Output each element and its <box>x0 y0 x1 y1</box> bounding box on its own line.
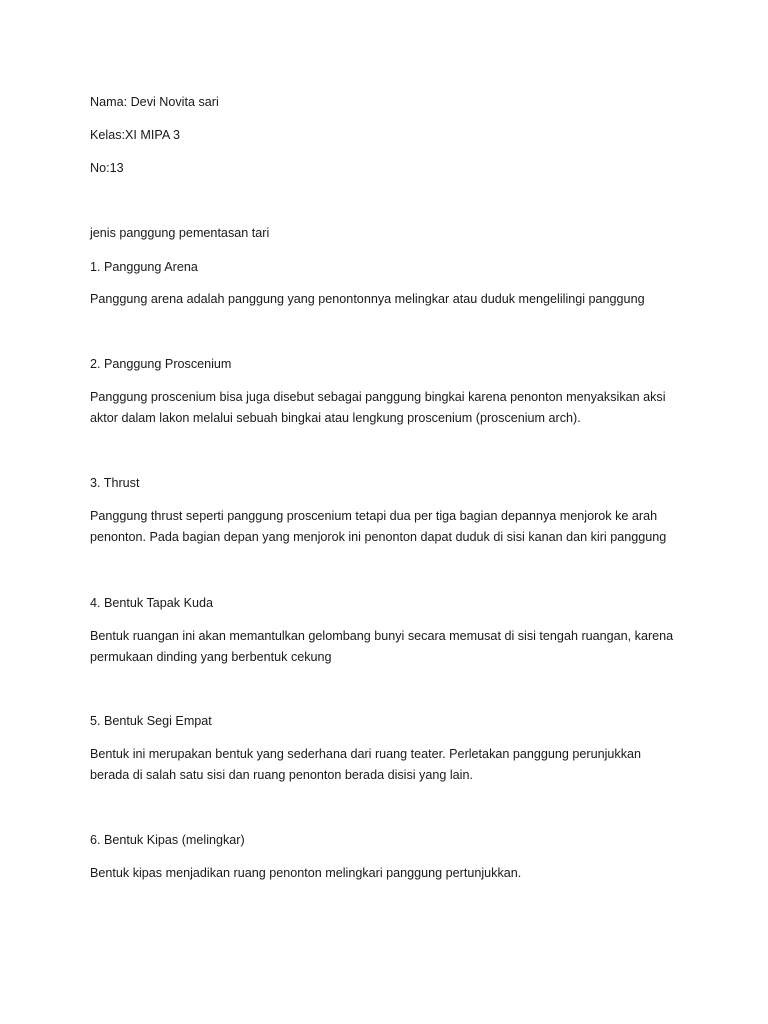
student-name: Nama: Devi Novita sari <box>90 95 219 109</box>
section-text: permukaan dinding yang berbentuk cekung <box>90 650 332 664</box>
section-text: Bentuk ruangan ini akan memantulkan gelombang bunyi secara memusat di sisi tengah ruangan, karena <box>90 629 674 643</box>
section-text: Panggung thrust seperti panggung proscenium tetapi dua per tiga bagian depannya menjorok ke arah <box>90 509 658 523</box>
section-text: penonton. Pada bagian depan yang menjorok ini penonton dapat duduk di sisi kanan dan kiri panggung <box>90 530 667 544</box>
section-text: Bentuk kipas menjadikan ruang penonton melingkari panggung pertunjukkan. <box>90 866 522 880</box>
section-text: aktor dalam lakon melalui sebuah bingkai atau lengkung proscenium (proscenium arch). <box>90 411 581 425</box>
section-heading: 5. Bentuk Segi Empat <box>90 714 212 728</box>
student-number: No:13 <box>90 161 124 175</box>
section-heading: 2. Panggung Proscenium <box>90 357 232 371</box>
section-heading: 3. Thrust <box>90 476 140 490</box>
section-heading: 6. Bentuk Kipas (melingkar) <box>90 833 245 847</box>
student-class: Kelas:XI MIPA 3 <box>90 128 181 142</box>
section-text: Bentuk ini merupakan bentuk yang sederhana dari ruang teater. Perletakan panggung perunjukkan <box>90 747 642 761</box>
document-title: jenis panggung pementasan tari <box>90 226 270 240</box>
section-text: Panggung proscenium bisa juga disebut sebagai panggung bingkai karena penonton menyaksikan aksi <box>90 390 666 404</box>
section-text: berada di salah satu sisi dan ruang penonton berada disisi yang lain. <box>90 768 473 782</box>
section-text: Panggung arena adalah panggung yang penontonnya melingkar atau duduk mengelilingi panggung <box>90 292 645 306</box>
section-heading: 4. Bentuk Tapak Kuda <box>90 596 213 610</box>
section-heading: 1. Panggung Arena <box>90 260 198 274</box>
